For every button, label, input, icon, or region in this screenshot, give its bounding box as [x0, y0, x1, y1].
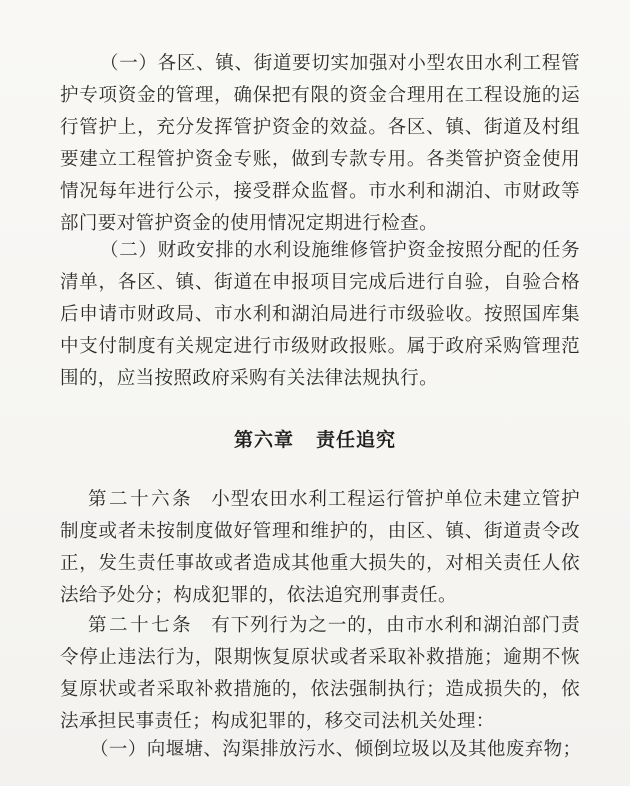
article-27-item-1: （一）向堰塘、沟渠排放污水、倾倒垃圾以及其他废弃物；	[90, 739, 582, 760]
article-26-text: 小型农田水利工程运行管护单位未建立管护制度或者未按制度做好管理和维护的，由区、镇、街道责令改正，发生责任事故或者造成其他重大损失的，对相关责任人依法给予处分；构成犯罪的，依法追究刑事责任。	[60, 489, 580, 606]
paragraph-fund-acceptance: （二）财政安排的水利设施维修管护资金按照分配的任务清单，各区、镇、街道在申报项目完成后进行自验，自验合格后申请市财政局、市水利和湖泊局进行市级验收。按照国库集中支付制度有关规定进行市级财政报账。属于政府采购管理范围的，应当按照政府采购有关法律法规执行。	[60, 240, 580, 389]
chapter-heading	[0, 424, 630, 456]
article-27	[60, 610, 580, 738]
article-27-text: 有下列行为之一的，由市水利和湖泊部门责令停止违法行为，限期恢复原状或者采取补救措施；逾期不恢复原状或者采取补救措施的，依法强制执行；造成损失的，依法承担民事责任；构成犯罪的，移交司法机关处理：	[60, 615, 580, 732]
article-27-label: 第二十七条	[88, 615, 194, 636]
chapter-number: 第六章	[233, 429, 294, 451]
chapter-title: 责任追究	[316, 429, 397, 451]
paragraph-fund-management: （一）各区、镇、街道要切实加强对小型农田水利工程管护专项资金的管理，确保把有限的资金合理用在工程设施的运行管护上，充分发挥管护资金的效益。各区、镇、街道及村组要建立工程管护资金专账，做到专款专用。各类管护资金使用情况每年进行公示，接受群众监督。市水利和湖泊、市财政等部门要对管护资金的使用情况定期进行检查。	[60, 53, 580, 234]
article-26	[60, 484, 580, 612]
article-26-label: 第二十六条	[88, 489, 194, 510]
